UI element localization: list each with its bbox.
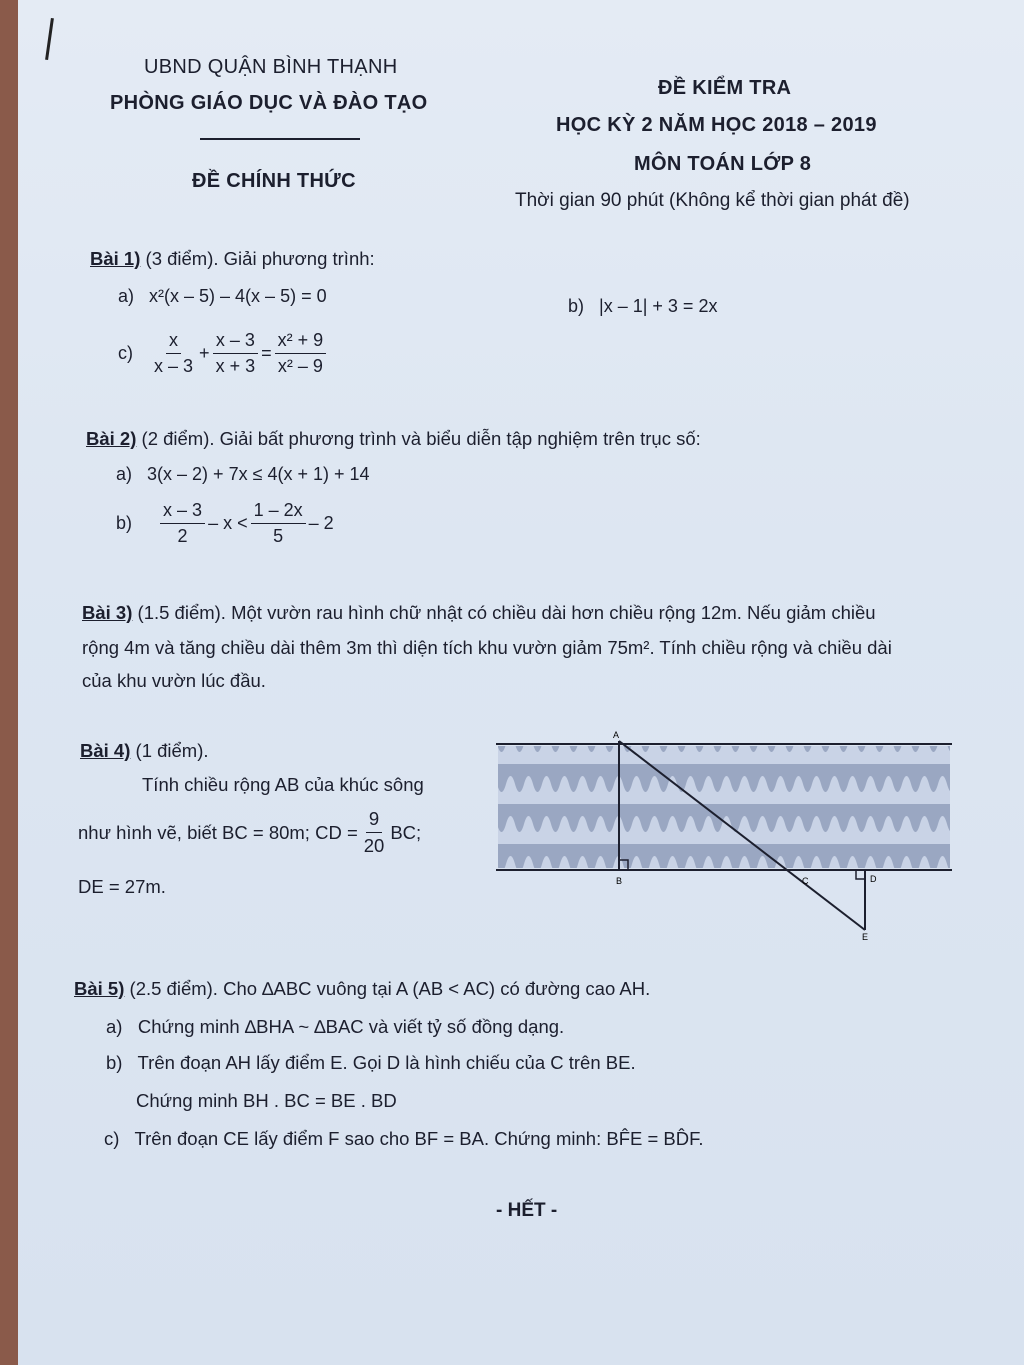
exam-paper (18, 0, 1024, 1365)
right-angle-d (856, 870, 865, 879)
district-name: UBND QUẬN BÌNH THẠNH (144, 56, 398, 78)
point-d-label: D (870, 874, 877, 884)
subject-title: MÔN TOÁN LỚP 8 (634, 153, 812, 175)
bai1-b-expr: |x – 1| + 3 = 2x (599, 296, 718, 316)
bai1-c (118, 330, 329, 377)
bai5-intro: (2.5 điểm). Cho ∆ABC vuông tại A (AB < AC) có đường cao AH. (129, 978, 651, 999)
bai5-heading (74, 978, 650, 1000)
bai2-a (116, 464, 370, 485)
point-b-label: B (616, 876, 623, 886)
bai2-b (116, 500, 334, 547)
river-water (498, 746, 950, 868)
bai1-c-fraction-3: $\frac{\text{x² + 9}}{\text{x² – 9}}$ (275, 330, 327, 377)
bai5-c-text: Trên đoạn CE lấy điểm F sao cho BF = BA. Chứng minh: BF̂E = BD̂F. (134, 1128, 704, 1149)
bai1-a-expr: x²(x – 5) – 4(x – 5) = 0 (149, 286, 327, 306)
bai5-b-text: Trên đoạn AH lấy điểm E. Gọi D là hình chiếu của C trên BE. (137, 1052, 636, 1073)
equals-sign: = (261, 343, 272, 363)
bai3-label: Bài 3) (82, 602, 133, 623)
bai4-line3: DE = 27m. (78, 876, 166, 897)
bai2-label: Bài 2) (86, 428, 137, 449)
bai2-a-label: a) (116, 464, 133, 484)
bai3-line1 (82, 602, 876, 624)
point-a-label: A (613, 730, 620, 740)
bai1-intro: (3 điểm). Giải phương trình: (145, 248, 375, 269)
bai4-label: Bài 4) (80, 740, 131, 761)
bai4-line1: Tính chiều rộng AB của khúc sông (142, 774, 424, 795)
bai1-a (118, 286, 327, 307)
bai2-b-fraction-2: $\frac{1 - 2x}{5}$ (251, 500, 306, 547)
bai4-heading (80, 740, 209, 762)
bai5-a-label: a) (106, 1016, 123, 1037)
bai4-intro: (1 điểm). (135, 740, 209, 761)
bai1-b (568, 296, 717, 317)
bai1-c-fraction-2: $\frac{x - 3}{x + 3}$ (213, 330, 259, 377)
bai5-a-text: Chứng minh ∆BHA ~ ∆BAC và viết tỷ số đồng dạng. (137, 1016, 565, 1037)
bai4-fraction: $\frac{9}{20}$ (363, 808, 385, 856)
bai5-label: Bài 5) (74, 978, 125, 999)
official-label: ĐỀ CHÍNH THỨC (192, 170, 356, 192)
bai5-a (106, 1016, 564, 1038)
bai2-intro: (2 điểm). Giải bất phương trình và biểu diễn tập nghiệm trên trục số: (141, 428, 701, 449)
bai3-line3: của khu vườn lúc đầu. (82, 670, 266, 691)
bai5-b-label: b) (106, 1052, 123, 1073)
river-figure (488, 724, 988, 944)
exam-title: ĐỀ KIỂM TRA (658, 77, 792, 99)
bai5-b-line2: Chứng minh BH . BC = BE . BD (136, 1090, 397, 1111)
point-c-label: C (802, 876, 809, 886)
exam-duration: Thời gian 90 phút (Không kể thời gian phát đề) (515, 190, 910, 211)
bai3-line2: rộng 4m và tăng chiều dài thêm 3m thì diện tích khu vườn giảm 75m². Tính chiều rộng và chiều dài (82, 637, 892, 658)
pen-mark (45, 18, 54, 60)
header-divider (200, 138, 360, 140)
bai4-line2-end: BC; (390, 821, 422, 843)
bai1-b-label: b) (568, 296, 585, 316)
bai1-c-label: c) (118, 343, 133, 363)
bai2-heading (86, 428, 701, 450)
bai5-b (106, 1052, 636, 1074)
bai1-c-fraction-1: $\frac{x}{x - 3}$ (154, 330, 194, 376)
bai5-c-label: c) (104, 1128, 120, 1149)
bai4-line2 (78, 808, 421, 857)
bai5-c (104, 1128, 704, 1150)
bai3-text-1: (1.5 điểm). Một vườn rau hình chữ nhật có chiều dài hơn chiều rộng 12m. Nếu giảm chiều (137, 602, 876, 623)
bai2-b-end: – 2 (308, 513, 334, 533)
bai4-line2-text: như hình vẽ, biết BC = 80m; CD = (78, 821, 358, 843)
plus-sign: + (199, 343, 210, 363)
end-marker: - HẾT - (496, 1200, 558, 1221)
department-name: PHÒNG GIÁO DỤC VÀ ĐÀO TẠO (110, 92, 428, 114)
bai2-b-fraction-1: $\frac{x - 3}{2}$ (160, 500, 205, 547)
bai1-label: Bài 1) (90, 248, 141, 269)
semester-title: HỌC KỲ 2 NĂM HỌC 2018 – 2019 (556, 114, 877, 136)
bai1-heading (90, 248, 375, 270)
bai2-b-label: b) (116, 513, 133, 533)
bai1-a-label: a) (118, 286, 135, 306)
bai2-a-expr: 3(x – 2) + 7x ≤ 4(x + 1) + 14 (147, 464, 370, 484)
point-e-label: E (862, 932, 869, 942)
bai2-b-middle: – x < (208, 513, 248, 533)
